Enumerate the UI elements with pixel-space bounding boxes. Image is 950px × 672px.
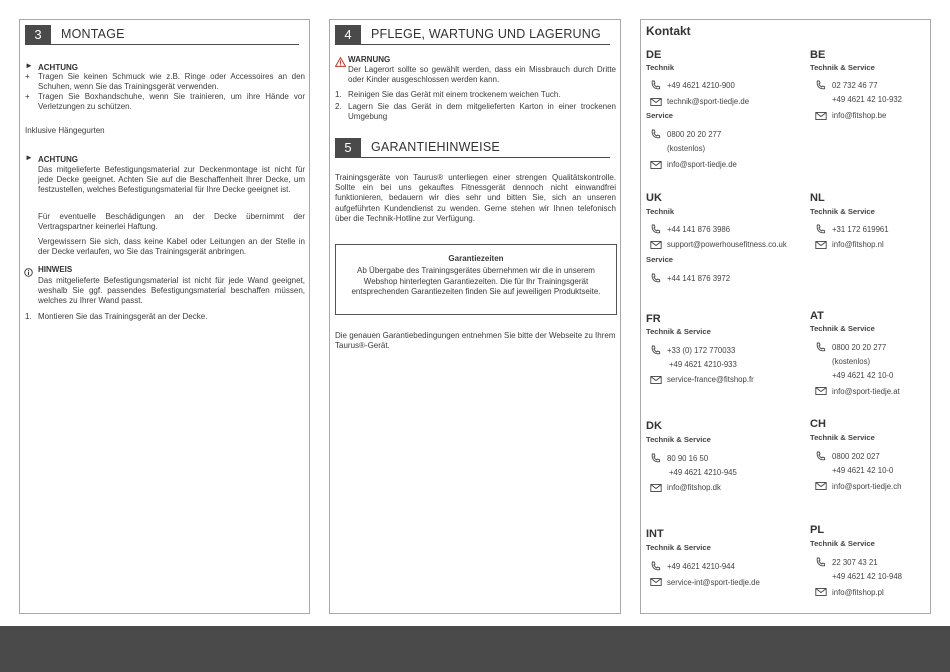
country-code: AT — [810, 310, 824, 322]
warning-paragraph: Vergewissern Sie sich, dass keine Kabel oder Leitungen an der Stelle in der Decke verlaufen, wo Sie das Trainingsgerät anbringen. — [38, 237, 305, 257]
warning-heading: ACHTUNG — [38, 63, 78, 72]
hint-heading: HINWEIS — [38, 265, 73, 274]
phone-number: +49 4621 4210-944 — [667, 562, 735, 571]
phone-number: +49 4621 42 10-932 — [832, 95, 903, 104]
country-code: NL — [810, 192, 825, 204]
garantie-footer-text: Die genauen Garantiebedingungen entnehmen Sie bitte der Webseite zu Ihrem Taurus®-Gerät. — [335, 331, 616, 351]
phone-number: +44 141 876 3986 — [667, 225, 731, 234]
garantiezeiten-box — [335, 244, 617, 315]
phone-number: +49 4621 42 10-0 — [832, 466, 894, 475]
kontakt-title: Kontakt — [646, 24, 691, 38]
contact-label: Technik — [646, 63, 675, 72]
warning-paragraph: Für eventuelle Beschädigungen an der Decke übernimmt der Vertragspartner keinerlei Haftung. — [38, 212, 305, 232]
section-rule — [361, 44, 610, 45]
phone-icon — [815, 451, 827, 461]
footer-bar — [0, 626, 950, 672]
box-title: Garantiezeiten — [448, 254, 504, 263]
email-icon — [650, 160, 662, 170]
montage-section-header — [25, 25, 299, 51]
section-rule — [361, 157, 610, 158]
email-icon — [815, 587, 827, 597]
contact-label: Technik & Service — [810, 324, 875, 333]
pflege-panel — [329, 19, 621, 614]
plus-bullet-icon: + — [25, 72, 30, 81]
step-text: Reinigen Sie das Gerät mit einem trockenem weichen Tuch. — [348, 90, 561, 99]
phone-number: 22 307 43 21 — [832, 558, 878, 567]
email-icon — [650, 97, 662, 107]
step-text: Montieren Sie das Trainingsgerät an der Decke. — [38, 312, 208, 321]
plus-bullet-icon: + — [25, 92, 30, 101]
section-rule — [51, 44, 299, 45]
email-icon — [650, 240, 662, 250]
country-code: UK — [646, 192, 662, 204]
section-number: 4 — [335, 25, 361, 45]
phone-number: 0800 20 20 277 — [832, 343, 887, 352]
contact-label: Technik & Service — [646, 543, 711, 552]
contact-label: Technik & Service — [810, 539, 875, 548]
pflege-section-header — [335, 25, 610, 51]
phone-number: 80 90 16 50 — [667, 454, 709, 463]
country-code: CH — [810, 418, 826, 430]
phone-note: (kostenlos) — [832, 357, 871, 366]
country-code: INT — [646, 528, 664, 540]
phone-note: (kostenlos) — [667, 144, 706, 153]
warning-item: Tragen Sie Boxhandschuhe, wenn Sie trainieren, um ihre Hände vor Verletzungen zu schützen. — [38, 92, 305, 112]
phone-icon — [815, 224, 827, 234]
info-icon — [24, 264, 33, 273]
step-number: 1. — [335, 90, 342, 99]
country-code: BE — [810, 49, 826, 61]
email-address: info@sport-tiedje.at — [832, 387, 900, 396]
email-address: service-france@fitshop.fr — [667, 375, 754, 384]
contact-label: Technik & Service — [810, 433, 875, 442]
phone-icon — [815, 80, 827, 90]
email-icon — [815, 481, 827, 491]
email-address: info@sport-tiedje.de — [667, 160, 737, 169]
section-title: PFLEGE, WARTUNG UND LAGERUNG — [371, 27, 601, 41]
pointer-icon: ► — [25, 61, 33, 70]
contact-label: Technik & Service — [810, 63, 875, 72]
contact-label: Technik & Service — [646, 435, 711, 444]
section-title: GARANTIEHINWEISE — [371, 140, 500, 154]
country-code: PL — [810, 524, 825, 536]
phone-number: 02 732 46 77 — [832, 81, 878, 90]
contact-label: Technik — [646, 207, 675, 216]
phone-number: +49 4621 42 10-948 — [832, 572, 903, 581]
phone-icon — [650, 561, 662, 571]
montage-panel — [19, 19, 310, 614]
step-number: 2. — [335, 102, 342, 111]
section-number: 3 — [25, 25, 51, 45]
contact-label: Service — [646, 111, 674, 120]
box-text: Ab Übergabe des Trainingsgerätes übernehmen wir die in unserem Webshop hinterlegten Garantiezeiten. Die für Ihr Trainingsgerät entsprechenden Garantiezeiten finden Sie auf jeweiligen Produktseite. — [351, 266, 601, 296]
contact-label: Technik & Service — [646, 327, 711, 336]
email-icon — [815, 111, 827, 121]
contact-label: Technik & Service — [810, 207, 875, 216]
warning-heading: ACHTUNG — [38, 155, 78, 164]
section-title: MONTAGE — [61, 27, 125, 41]
phone-number: +49 4621 42 10-0 — [832, 371, 894, 380]
warning-triangle-icon — [335, 54, 346, 64]
email-address: support@powerhousefitness.co.uk — [667, 240, 787, 249]
email-address: info@fitshop.nl — [832, 240, 884, 249]
phone-icon — [650, 273, 662, 283]
email-icon — [815, 240, 827, 250]
phone-number: 0800 20 20 277 — [667, 130, 722, 139]
country-code: DE — [646, 49, 662, 61]
phone-number: +33 (0) 172 770033 — [667, 346, 736, 355]
phone-number: +49 4621 4210-933 — [669, 360, 737, 369]
email-icon — [650, 577, 662, 587]
contact-label: Service — [646, 255, 674, 264]
phone-number: +49 4621 4210-900 — [667, 81, 735, 90]
email-address: service-int@sport-tiedje.de — [667, 578, 760, 587]
email-address: info@fitshop.dk — [667, 483, 721, 492]
country-code: DK — [646, 420, 662, 432]
email-icon — [650, 483, 662, 493]
phone-icon — [650, 80, 662, 90]
warning-paragraph: Das mitgelieferte Befestigungsmaterial zur Deckenmontage ist nicht für jede Decke geeignet. Achten Sie auf die Beschaffenheit Ihrer Decke, um festzustellen, welches Befestigungsmaterial für Ihre Decke geeignet ist. — [38, 165, 305, 195]
phone-icon — [815, 557, 827, 567]
email-icon — [815, 386, 827, 396]
section-number: 5 — [335, 138, 361, 158]
step-text: Lagern Sie das Gerät in dem mitgelieferten Karton in einer trockenen Umgebung — [348, 102, 616, 122]
email-address: info@sport-tiedje.ch — [832, 482, 902, 491]
hint-paragraph: Das mitgelieferte Befestigungsmaterial ist nicht für jede Wand geeignet, weshalb Sie ggf. passendes Befestigungsmaterial beschaffen müssen, welches zu Ihrer Wand passt. — [38, 276, 305, 306]
kontakt-panel — [640, 19, 931, 614]
phone-number: +31 172 619961 — [832, 225, 889, 234]
garantie-paragraph: Trainingsgeräte von Taurus® unterliegen einer strengen Qualitätskontrolle. Sollte ein bei uns gekauftes Fitnessgerät dennoch nicht einwandfrei funktionieren, bedauern wir dies sehr und bitten Sie, sich an unseren aufgeführten Kundendienst zu wenden. Gerne stehen wir Ihnen telefonisch über die Technik-Hotline zur Verfügung. — [335, 173, 616, 223]
step-number: 1. — [25, 312, 32, 321]
email-address: info@fitshop.be — [832, 111, 887, 120]
phone-number: +44 141 876 3972 — [667, 274, 731, 283]
phone-icon — [650, 129, 662, 139]
phone-icon — [650, 224, 662, 234]
pointer-icon: ► — [25, 153, 33, 162]
email-address: technik@sport-tiedje.de — [667, 97, 750, 106]
email-address: info@fitshop.pl — [832, 588, 884, 597]
phone-icon — [650, 453, 662, 463]
country-code: FR — [646, 313, 661, 325]
phone-icon — [650, 345, 662, 355]
garantie-section-header — [335, 138, 610, 164]
warning-paragraph: Der Lagerort sollte so gewählt werden, dass ein Missbrauch durch Dritte oder Kinder ausgeschlossen werden kann. — [348, 65, 616, 85]
phone-icon — [815, 342, 827, 352]
warning-item: Tragen Sie keinen Schmuck wie z.B. Ringe oder Accessoires an den Schuhen, wenn Sie das Trainingsgerät verwenden. — [38, 72, 305, 92]
email-icon — [650, 375, 662, 385]
inklusive-text: Inklusive Hängegurten — [25, 126, 105, 135]
warning-heading: WARNUNG — [348, 55, 391, 64]
phone-number: 0800 202 027 — [832, 452, 880, 461]
phone-number: +49 4621 4210-945 — [669, 468, 737, 477]
